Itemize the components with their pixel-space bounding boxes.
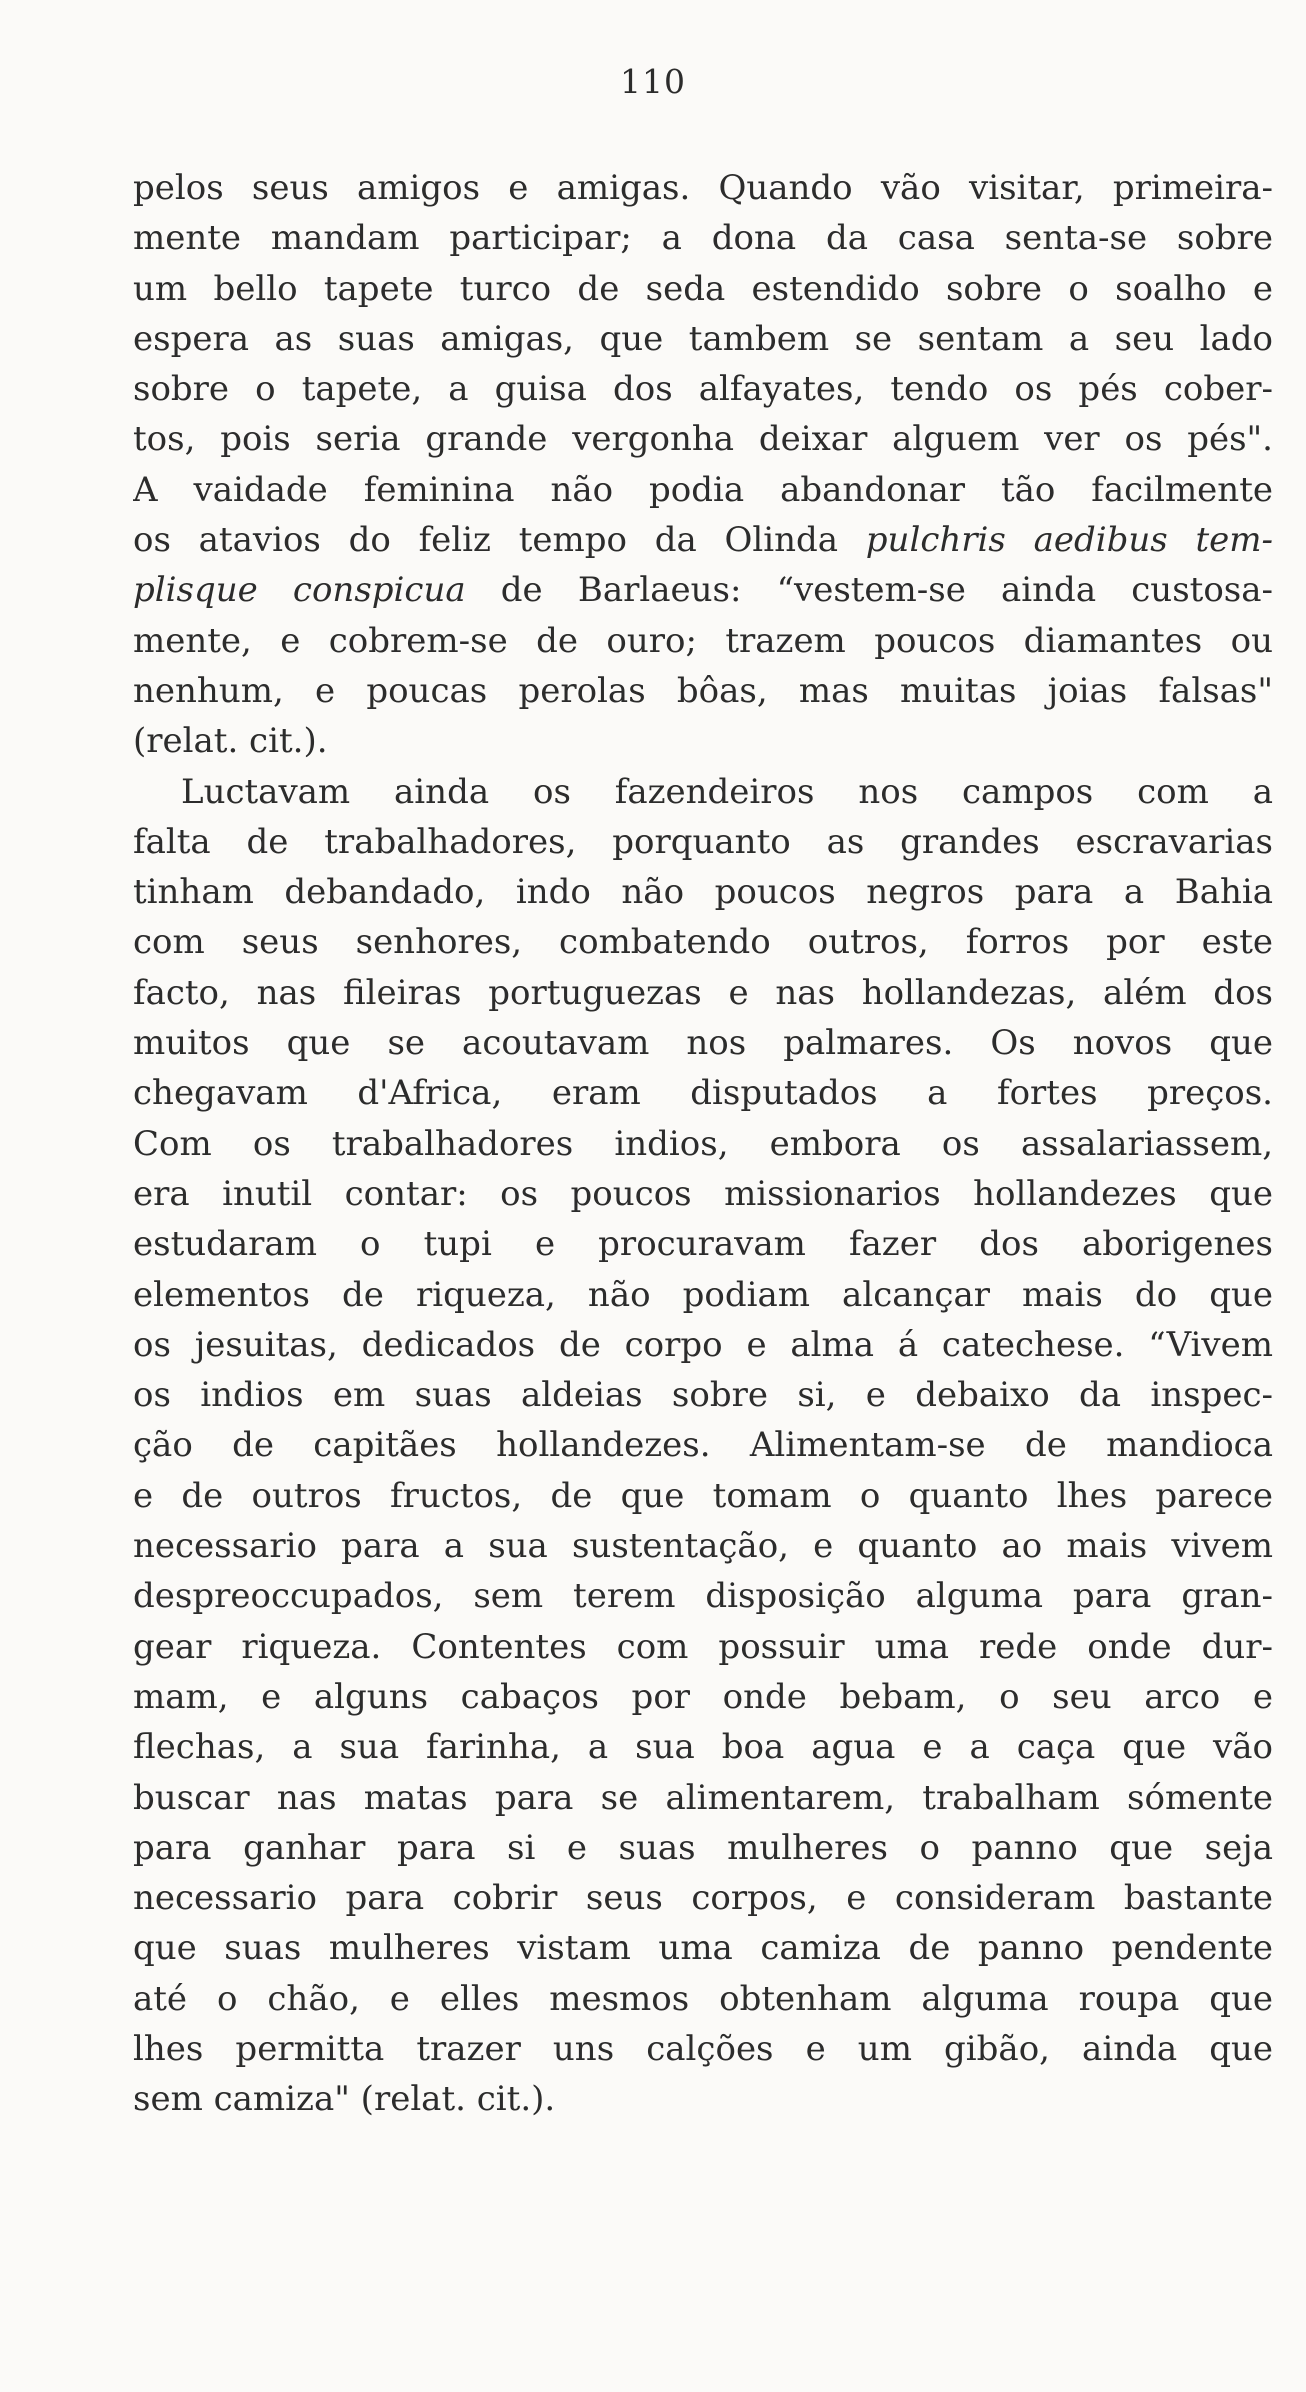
text-segment: lhes permitta trazer uns calções e um gibão, ainda que xyxy=(133,2028,1273,2069)
text-segment: A vaidade feminina não podia abandonar tão facilmente xyxy=(133,469,1273,510)
text-line xyxy=(133,968,1273,1018)
text-segment: tinham debandado, indo não poucos negros para a Bahia xyxy=(133,872,1273,913)
text-segment: espera as suas amigas, que tambem se sentam a seu lado xyxy=(133,318,1273,359)
text-line xyxy=(133,1873,1273,1923)
text-segment: que suas mulheres vistam uma camiza de panno pendente xyxy=(133,1928,1273,1969)
text-line xyxy=(133,817,1273,867)
text-line xyxy=(133,1370,1273,1420)
text-line xyxy=(133,1119,1273,1169)
body-text xyxy=(133,163,1273,2125)
text-line xyxy=(133,2074,1273,2124)
text-line xyxy=(133,314,1273,364)
text-segment: até o chão, e elles mesmos obtenham alguma roupa que xyxy=(133,1978,1273,2019)
text-segment: de Barlaeus: “vestem-se ainda custosa- xyxy=(465,570,1273,611)
text-line xyxy=(133,465,1273,515)
text-segment: ção de capitães hollandezes. Alimentam-se de mandioca xyxy=(133,1425,1273,1466)
text-segment: estudaram o tupi e procuravam fazer dos aborigenes xyxy=(133,1224,1273,1265)
text-line xyxy=(133,1420,1273,1470)
text-line xyxy=(133,767,1273,817)
text-line xyxy=(133,2024,1273,2074)
text-line xyxy=(133,1823,1273,1873)
text-segment: com seus senhores, combatendo outros, forros por este xyxy=(133,922,1273,963)
text-line xyxy=(133,1169,1273,1219)
text-line xyxy=(133,1219,1273,1269)
text-segment: facto, nas fileiras portuguezas e nas hollandezas, além dos xyxy=(133,972,1273,1013)
text-line xyxy=(133,565,1273,615)
text-segment: despreoccupados, sem terem disposição alguma para gran- xyxy=(133,1576,1273,1617)
text-line xyxy=(133,1521,1273,1571)
text-segment: muitos que se acoutavam nos palmares. Os novos que xyxy=(133,1023,1273,1064)
text-line xyxy=(133,716,1273,766)
text-segment: mente mandam participar; a dona da casa senta-se sobre xyxy=(133,218,1273,259)
text-line xyxy=(133,163,1273,213)
text-line xyxy=(133,1622,1273,1672)
page-number: 110 xyxy=(620,62,686,101)
text-segment: necessario para cobrir seus corpos, e consideram bastante xyxy=(133,1878,1273,1919)
text-line xyxy=(133,1320,1273,1370)
text-segment: buscar nas matas para se alimentarem, trabalham sómente xyxy=(133,1777,1273,1818)
text-segment: mam, e alguns cabaços por onde bebam, o seu arco e xyxy=(133,1676,1273,1717)
italic-text: pulchris aedibus tem- xyxy=(865,520,1273,561)
text-line xyxy=(133,917,1273,967)
text-segment: Luctavam ainda os fazendeiros nos campos com a xyxy=(181,771,1273,812)
text-segment: os indios em suas aldeias sobre si, e debaixo da inspec- xyxy=(133,1375,1273,1416)
text-segment: (relat. cit.). xyxy=(133,721,328,762)
text-line xyxy=(133,666,1273,716)
text-segment: chegavam d'Africa, eram disputados a fortes preços. xyxy=(133,1073,1273,1114)
text-segment: os atavios do feliz tempo da Olinda xyxy=(133,520,866,561)
text-segment: Com os trabalhadores indios, embora os assalariassem, xyxy=(133,1123,1273,1164)
text-segment: sem camiza" (relat. cit.). xyxy=(133,2079,556,2120)
text-segment: flechas, a sua farinha, a sua boa agua e a caça que vão xyxy=(133,1727,1273,1768)
text-segment: os jesuitas, dedicados de corpo e alma á catechese. “Vivem xyxy=(133,1324,1273,1365)
text-line xyxy=(133,1974,1273,2024)
text-line xyxy=(133,515,1273,565)
text-line xyxy=(133,1773,1273,1823)
text-line xyxy=(133,1471,1273,1521)
text-line xyxy=(133,1923,1273,1973)
text-segment: nenhum, e poucas perolas bôas, mas muitas joias falsas" xyxy=(133,670,1273,711)
text-segment: era inutil contar: os poucos missionarios hollandezes que xyxy=(133,1173,1273,1214)
text-line xyxy=(133,1270,1273,1320)
text-line xyxy=(133,414,1273,464)
text-segment: sobre o tapete, a guisa dos alfayates, tendo os pés cober- xyxy=(133,369,1273,410)
text-segment: para ganhar para si e suas mulheres o panno que seja xyxy=(133,1827,1273,1868)
text-segment: e de outros fructos, de que tomam o quanto lhes parece xyxy=(133,1475,1273,1516)
text-segment: necessario para a sua sustentação, e quanto ao mais vivem xyxy=(133,1526,1273,1567)
text-segment: gear riqueza. Contentes com possuir uma rede onde dur- xyxy=(133,1626,1273,1667)
text-segment: pelos seus amigos e amigas. Quando vão visitar, primeira- xyxy=(133,168,1273,208)
text-line xyxy=(133,1068,1273,1118)
text-segment: tos, pois seria grande vergonha deixar alguem ver os pés". xyxy=(133,419,1273,460)
text-line xyxy=(133,213,1273,263)
text-line xyxy=(133,1722,1273,1772)
text-segment: um bello tapete turco de seda estendido sobre o soalho e xyxy=(133,268,1273,309)
text-segment: mente, e cobrem-se de ouro; trazem poucos diamantes ou xyxy=(133,620,1273,661)
text-line xyxy=(133,616,1273,666)
text-segment: elementos de riqueza, não podiam alcançar mais do que xyxy=(133,1274,1273,1315)
text-line xyxy=(133,1672,1273,1722)
italic-text: plisque conspicua xyxy=(133,570,466,611)
text-line xyxy=(133,1018,1273,1068)
text-line xyxy=(133,867,1273,917)
text-line xyxy=(133,1571,1273,1621)
text-line xyxy=(133,364,1273,414)
text-line xyxy=(133,264,1273,314)
text-segment: falta de trabalhadores, porquanto as grandes escravarias xyxy=(133,821,1273,862)
